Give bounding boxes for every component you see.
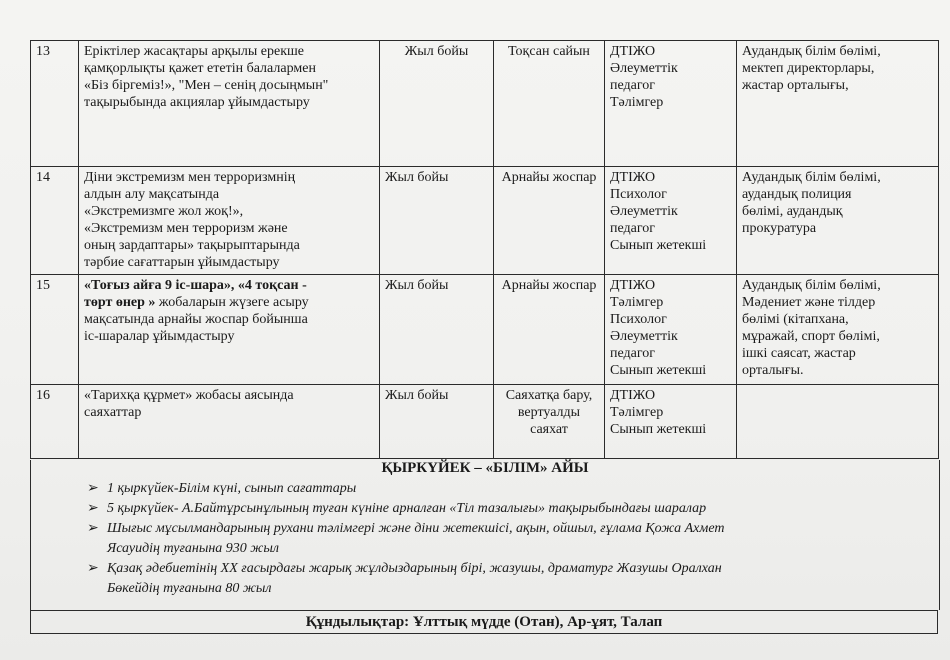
arrowhead-bullet-icon: ➢ [87, 501, 99, 516]
period-cell: Жыл бойы [380, 167, 494, 275]
responsible-line: ДТІЖО [610, 278, 656, 293]
responsible-line: Тәлімгер [610, 95, 664, 110]
period-cell: Жыл бойы [380, 275, 494, 385]
responsible-cell [605, 385, 737, 459]
frequency-cell: Арнайы жоспар [494, 167, 605, 275]
event-line: «Экстремизм мен терроризм және [84, 221, 288, 236]
event-line: қамқорлықты қажет ететін балалармен [84, 61, 316, 76]
event-text: 1 қыркүйек-Білім күні, сынып сағаттары [107, 481, 357, 496]
frequency-line: вертуалды [517, 405, 581, 420]
responsible-line: Психолог [610, 312, 667, 327]
partners-line: прокуратура [742, 221, 817, 236]
frequency-cell: Арнайы жоспар [494, 275, 605, 385]
arrowhead-bullet-icon: ➢ [87, 561, 99, 576]
responsible-line: ДТІЖО [610, 388, 656, 403]
event-line: іс-шаралар ұйымдастыру [84, 329, 235, 344]
period-cell: Жыл бойы [380, 385, 494, 459]
event-line: Діни экстремизм мен терроризмнің [84, 170, 296, 185]
responsible-line: Сынып жетекші [610, 422, 707, 437]
event-line: «Тарихқа құрмет» жобасы аясында [84, 388, 294, 403]
event-line: жобаларын жүзеге асыру [155, 295, 309, 310]
partners-line: жастар орталығы, [742, 78, 849, 93]
event-text: Қазақ әдебиетінің XX ғасырдағы жарық жұлдыздарының бірі, жазушы, драматург Жазушы Оралхан [107, 561, 722, 576]
event-cell [79, 41, 380, 167]
period-cell: Жыл бойы [380, 41, 494, 167]
responsible-line: Сынып жетекші [610, 363, 707, 378]
partners-line: аудандық полиция [742, 187, 852, 202]
month-events-list [31, 479, 939, 599]
partners-line: бөлімі (кітапхана, [742, 312, 849, 327]
table-row [31, 385, 939, 459]
partners-line: Аудандық білім бөлімі, [742, 44, 881, 59]
row-number: 16 [31, 385, 79, 459]
values-footer: Құндылықтар: Ұлттық мүдде (Отан), Ар-ұят, Талап [30, 610, 938, 634]
responsible-line: Әлеуметтік [610, 329, 678, 344]
partners-line: Аудандық білім бөлімі, [742, 170, 881, 185]
partners-line: бөлімі, аудандық [742, 204, 843, 219]
responsible-line: педагог [610, 346, 655, 361]
event-line: саяхаттар [84, 405, 142, 420]
event-line: Еріктілер жасақтары арқылы ерекше [84, 44, 305, 59]
month-section [30, 460, 940, 610]
partners-line: мектеп директорлары, [742, 61, 875, 76]
responsible-line: педагог [610, 221, 655, 236]
list-item [87, 479, 939, 499]
partners-cell [737, 167, 939, 275]
event-text: Ясауидің туғанына 930 жыл [107, 541, 279, 556]
list-item [87, 519, 939, 559]
responsible-line: Тәлімгер [610, 295, 664, 310]
partners-line: ішкі саясат, жастар [742, 346, 856, 361]
event-line: «Экстремизмге жол жоқ!», [84, 204, 244, 219]
partners-line: мұражай, спорт бөлімі, [742, 329, 880, 344]
table-row [31, 167, 939, 275]
table-row [31, 41, 939, 167]
responsible-line: Психолог [610, 187, 667, 202]
event-text: 5 қыркүйек- А.Байтұрсынұлының туған күніне арналған «Тіл тазалығы» тақырыбындағы шаралар [107, 501, 707, 516]
list-item [87, 559, 939, 599]
frequency-cell [494, 385, 605, 459]
row-number: 15 [31, 275, 79, 385]
responsible-line: ДТІЖО [610, 170, 656, 185]
responsible-line: педагог [610, 78, 655, 93]
event-line: оның зардаптары» тақырыптарында [84, 238, 300, 253]
frequency-line: Саяхатқа бару, [505, 388, 593, 403]
arrowhead-bullet-icon: ➢ [87, 481, 99, 496]
table-row [31, 275, 939, 385]
partners-line: Аудандық білім бөлімі, [742, 278, 881, 293]
responsible-line: Сынып жетекші [610, 238, 707, 253]
partners-cell [737, 275, 939, 385]
frequency-line: саяхат [530, 422, 568, 437]
event-project-title: төрт өнер » [84, 295, 156, 310]
responsible-cell [605, 167, 737, 275]
event-cell [79, 167, 380, 275]
partners-cell [737, 41, 939, 167]
responsible-cell [605, 41, 737, 167]
events-table [30, 40, 939, 459]
event-line: «Біз біргеміз!», "Мен – сенің досыңмын" [84, 78, 329, 93]
event-line: тәрбие сағаттарын ұйымдастыру [84, 255, 280, 270]
event-project-title: «Тоғыз айға 9 іс-шара», «4 тоқсан - [84, 278, 307, 293]
event-text: Шығыс мұсылмандарының рухани тәлімгері және діни жетекшісі, ақын, ойшыл, ғұлама Қожа Ахмет [107, 521, 725, 536]
row-number: 14 [31, 167, 79, 275]
month-title: ҚЫРКҮЙЕК – «БІЛІМ» АЙЫ [381, 460, 589, 476]
event-cell [79, 385, 380, 459]
event-line: алдын алу мақсатында [84, 187, 220, 202]
frequency-cell: Тоқсан сайын [494, 41, 605, 167]
responsible-line: Тәлімгер [610, 405, 664, 420]
partners-line: орталығы. [742, 363, 804, 378]
event-text: Бөкейдің туғанына 80 жыл [107, 581, 272, 596]
responsible-line: Әлеуметтік [610, 61, 678, 76]
event-line: мақсатында арнайы жоспар бойынша [84, 312, 308, 327]
responsible-cell [605, 275, 737, 385]
partners-cell [737, 385, 939, 459]
arrowhead-bullet-icon: ➢ [87, 521, 99, 536]
row-number: 13 [31, 41, 79, 167]
partners-line: Мәдениет және тілдер [742, 295, 876, 310]
responsible-line: ДТІЖО [610, 44, 656, 59]
event-line: тақырыбында акциялар ұйымдастыру [84, 95, 310, 110]
list-item [87, 499, 939, 519]
event-cell [79, 275, 380, 385]
responsible-line: Әлеуметтік [610, 204, 678, 219]
